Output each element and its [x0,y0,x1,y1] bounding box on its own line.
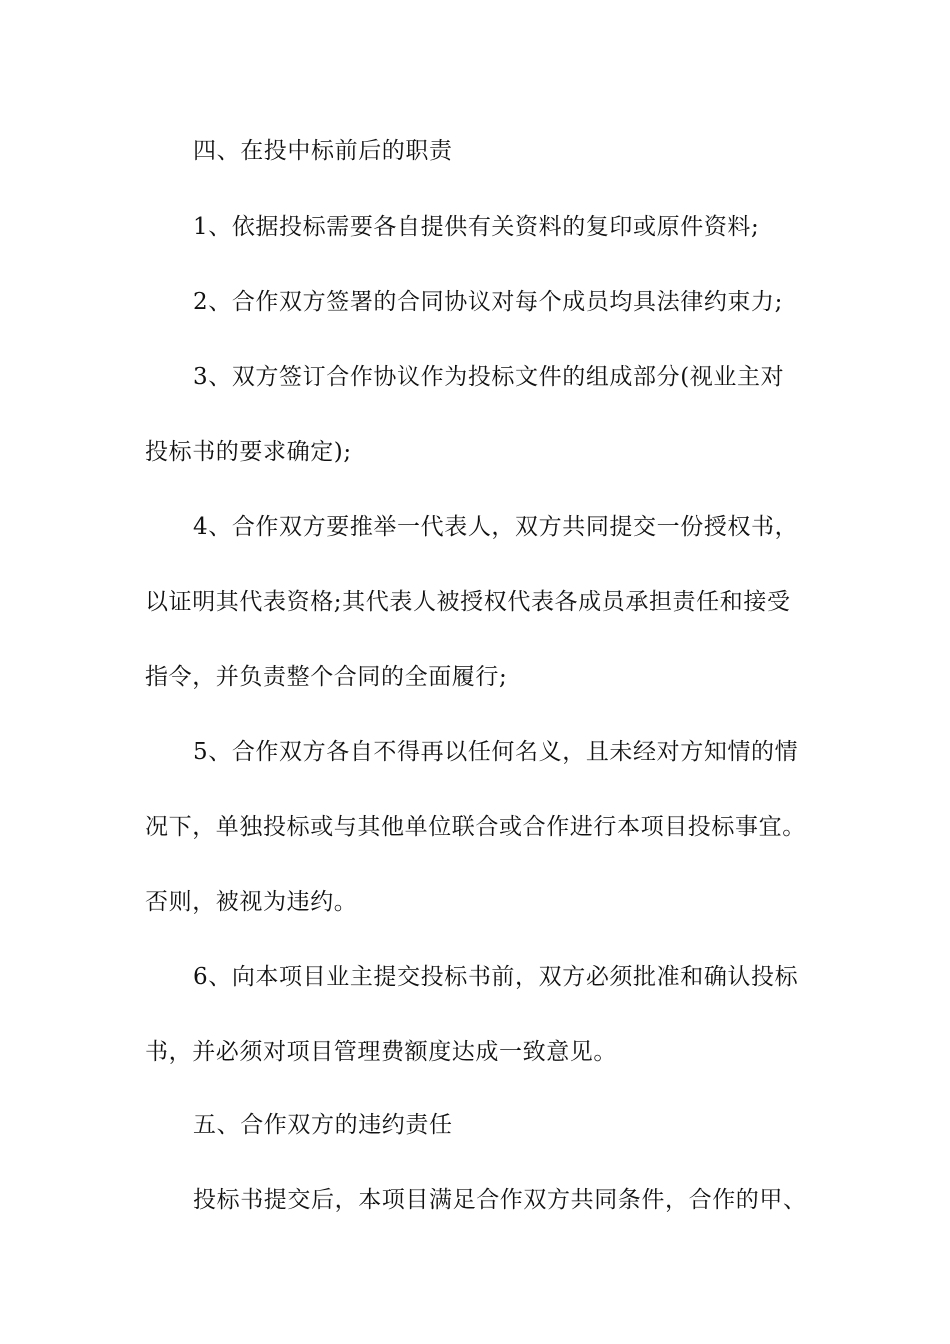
section-heading-four: 四、在投中标前后的职责 [193,138,453,164]
clause-4-line-3: 指令，并负责整个合同的全面履行; [145,664,508,690]
clause-5-line-1: 5、合作双方各自不得再以任何名义，且未经对方知情的情 [193,739,799,765]
clause-4-line-1: 4、合作双方要推举一代表人，双方共同提交一份授权书， [193,514,799,540]
clause-4-line-2: 以证明其代表资格;其代表人被授权代表各成员承担责任和接受 [145,589,791,615]
clause-6-line-1: 6、向本项目业主提交投标书前，双方必须批准和确认投标 [193,964,799,990]
clause-3-line-2: 投标书的要求确定); [145,439,352,465]
clause-5-line-3: 否则，被视为违约。 [145,889,358,915]
section-five-paragraph-line-1: 投标书提交后，本项目满足合作双方共同条件，合作的甲、 [193,1187,807,1213]
clause-5-line-2: 况下，单独投标或与其他单位联合或合作进行本项目投标事宜。 [145,814,806,840]
clause-6-line-2: 书，并必须对项目管理费额度达成一致意见。 [145,1039,617,1065]
clause-3-line-1: 3、双方签订合作协议作为投标文件的组成部分(视业主对 [193,364,785,390]
clause-2: 2、合作双方签署的合同协议对每个成员均具法律约束力; [193,289,783,315]
clause-1: 1、依据投标需要各自提供有关资料的复印或原件资料; [193,214,760,240]
section-heading-five: 五、合作双方的违约责任 [193,1112,453,1138]
